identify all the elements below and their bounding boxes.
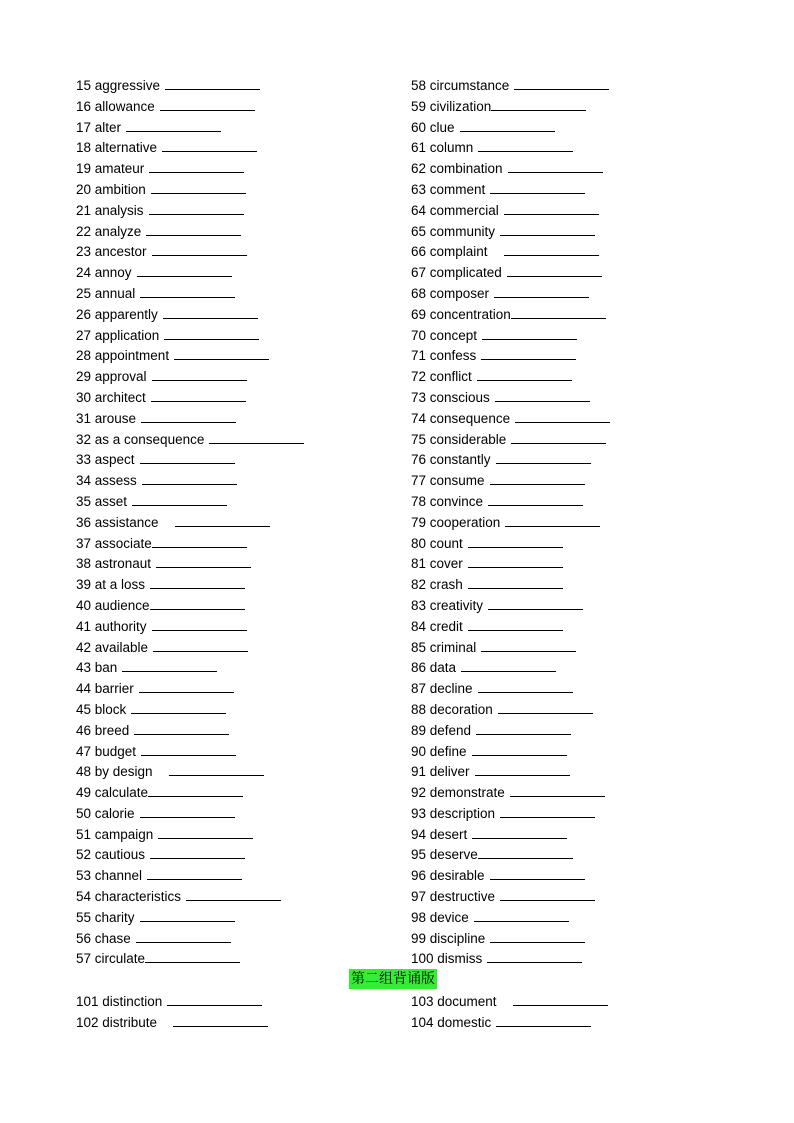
vocab-item bbox=[76, 596, 396, 617]
vocab-item bbox=[411, 263, 731, 284]
vocab-word: 84 credit bbox=[411, 618, 463, 634]
vocab-word: 41 authority bbox=[76, 618, 147, 634]
vocab-item bbox=[411, 180, 731, 201]
vocab-word: 82 crash bbox=[411, 577, 463, 593]
vocab-item bbox=[76, 825, 396, 846]
answer-blank[interactable] bbox=[475, 763, 570, 776]
vocab-item bbox=[76, 534, 396, 555]
vocab-word: 33 aspect bbox=[76, 452, 135, 468]
answer-blank[interactable] bbox=[169, 763, 264, 776]
answer-blank[interactable] bbox=[468, 555, 563, 568]
vocab-word: 81 cover bbox=[411, 556, 463, 572]
vocab-item bbox=[411, 679, 731, 700]
answer-blank[interactable] bbox=[461, 659, 556, 672]
vocab-item bbox=[411, 929, 731, 950]
answer-blank[interactable] bbox=[165, 77, 260, 90]
vocab-word: 71 confess bbox=[411, 348, 477, 364]
answer-blank[interactable] bbox=[163, 306, 258, 319]
vocab-word: 79 cooperation bbox=[411, 514, 501, 530]
answer-blank[interactable] bbox=[140, 909, 235, 922]
vocab-item bbox=[411, 554, 731, 575]
vocab-item bbox=[411, 825, 731, 846]
vocab-word: 61 column bbox=[411, 140, 474, 156]
vocab-word: 35 asset bbox=[76, 493, 128, 509]
vocab-item bbox=[411, 430, 731, 451]
vocab-word: 89 defend bbox=[411, 722, 472, 738]
vocab-item bbox=[411, 908, 731, 929]
vocab-item bbox=[411, 450, 731, 471]
vocab-item bbox=[76, 658, 396, 679]
vocab-word: 24 annoy bbox=[76, 265, 132, 281]
vocab-item bbox=[76, 783, 396, 804]
answer-blank[interactable] bbox=[482, 327, 577, 340]
vocab-word: 42 available bbox=[76, 639, 149, 655]
answer-blank[interactable] bbox=[126, 119, 221, 132]
answer-blank[interactable] bbox=[150, 597, 245, 610]
answer-blank[interactable] bbox=[150, 846, 245, 859]
answer-blank[interactable] bbox=[496, 1014, 591, 1027]
vocab-word: 98 device bbox=[411, 909, 469, 925]
vocab-item bbox=[76, 367, 396, 388]
answer-blank[interactable] bbox=[149, 202, 244, 215]
vocab-word: 77 consume bbox=[411, 473, 485, 489]
answer-blank[interactable] bbox=[137, 264, 232, 277]
vocab-word: 63 comment bbox=[411, 181, 486, 197]
vocab-item bbox=[76, 409, 396, 430]
answer-blank[interactable] bbox=[132, 493, 227, 506]
vocab-word: 28 appointment bbox=[76, 348, 170, 364]
vocab-item bbox=[76, 222, 396, 243]
vocab-item bbox=[411, 76, 731, 97]
vocab-column-right bbox=[411, 76, 731, 970]
vocab-word: 74 consequence bbox=[411, 410, 511, 426]
vocab-item bbox=[76, 450, 396, 471]
vocab-word: 96 desirable bbox=[411, 868, 485, 884]
vocab-item bbox=[411, 658, 731, 679]
answer-blank[interactable] bbox=[494, 285, 589, 298]
answer-blank[interactable] bbox=[141, 410, 236, 423]
vocab-word: 92 demonstrate bbox=[411, 785, 505, 801]
vocab-word: 76 constantly bbox=[411, 452, 491, 468]
vocab-item bbox=[411, 492, 731, 513]
answer-blank[interactable] bbox=[140, 451, 235, 464]
vocab-item bbox=[76, 866, 396, 887]
vocab-item bbox=[76, 554, 396, 575]
answer-blank[interactable] bbox=[504, 202, 599, 215]
answer-blank[interactable] bbox=[478, 846, 573, 859]
vocab-item bbox=[76, 346, 396, 367]
vocab-item bbox=[411, 326, 731, 347]
vocab-item bbox=[76, 679, 396, 700]
answer-blank[interactable] bbox=[149, 160, 244, 173]
vocab-item bbox=[411, 992, 731, 1013]
vocab-word: 34 assess bbox=[76, 473, 137, 489]
answer-blank[interactable] bbox=[173, 1014, 268, 1027]
vocab-item bbox=[411, 138, 731, 159]
answer-blank[interactable] bbox=[186, 888, 281, 901]
vocab-word: 66 complaint bbox=[411, 244, 488, 260]
vocab-item bbox=[411, 638, 731, 659]
vocab-item bbox=[76, 388, 396, 409]
vocab-item bbox=[76, 242, 396, 263]
vocab-word: 18 alternative bbox=[76, 140, 158, 156]
answer-blank[interactable] bbox=[476, 722, 571, 735]
vocab-word: 31 arouse bbox=[76, 410, 137, 426]
answer-blank[interactable] bbox=[167, 993, 262, 1006]
vocab-word: 75 considerable bbox=[411, 431, 507, 447]
vocab-item bbox=[76, 742, 396, 763]
vocab-column-left bbox=[76, 76, 396, 970]
vocab-word: 87 decline bbox=[411, 681, 473, 697]
vocab-item bbox=[76, 721, 396, 742]
vocab-word: 70 concept bbox=[411, 327, 478, 343]
vocab-word: 59 civilization bbox=[411, 98, 492, 114]
answer-blank[interactable] bbox=[162, 139, 257, 152]
answer-blank[interactable] bbox=[140, 805, 235, 818]
answer-blank[interactable] bbox=[468, 618, 563, 631]
answer-blank[interactable] bbox=[474, 909, 569, 922]
vocab-item bbox=[411, 513, 731, 534]
answer-blank[interactable] bbox=[490, 181, 585, 194]
vocab-item bbox=[411, 617, 731, 638]
vocab-item bbox=[76, 118, 396, 139]
answer-blank[interactable] bbox=[150, 576, 245, 589]
vocab-item bbox=[76, 284, 396, 305]
vocab-word: 47 budget bbox=[76, 743, 137, 759]
vocab-column-bottom-right bbox=[411, 992, 731, 1034]
vocab-item bbox=[411, 1013, 731, 1034]
vocab-word: 48 by design bbox=[76, 764, 153, 780]
answer-blank[interactable] bbox=[147, 867, 242, 880]
vocab-item bbox=[411, 575, 731, 596]
vocab-word: 101 distinction bbox=[76, 994, 163, 1009]
vocab-item bbox=[76, 1013, 396, 1034]
vocab-item bbox=[411, 409, 731, 430]
vocab-word: 32 as a consequence bbox=[76, 431, 205, 447]
answer-blank[interactable] bbox=[511, 431, 606, 444]
vocab-item bbox=[76, 305, 396, 326]
answer-blank[interactable] bbox=[146, 223, 241, 236]
answer-blank[interactable] bbox=[487, 950, 582, 963]
vocab-item bbox=[76, 700, 396, 721]
vocab-item bbox=[76, 180, 396, 201]
vocab-item bbox=[411, 700, 731, 721]
vocab-word: 103 document bbox=[411, 994, 497, 1009]
answer-blank[interactable] bbox=[145, 950, 240, 963]
answer-blank[interactable] bbox=[478, 139, 573, 152]
answer-blank[interactable] bbox=[151, 389, 246, 402]
answer-blank[interactable] bbox=[510, 784, 605, 797]
vocab-item bbox=[76, 762, 396, 783]
vocab-word: 16 allowance bbox=[76, 98, 155, 114]
vocab-item bbox=[76, 845, 396, 866]
answer-blank[interactable] bbox=[472, 826, 567, 839]
answer-blank[interactable] bbox=[164, 327, 259, 340]
answer-blank[interactable] bbox=[498, 701, 593, 714]
vocab-word: 99 discipline bbox=[411, 930, 486, 946]
vocab-word: 86 data bbox=[411, 660, 457, 676]
vocab-word: 23 ancestor bbox=[76, 244, 147, 260]
vocab-word: 43 ban bbox=[76, 660, 118, 676]
vocab-item bbox=[76, 430, 396, 451]
vocab-word: 57 circulate bbox=[76, 951, 146, 967]
vocab-item bbox=[76, 804, 396, 825]
vocab-item bbox=[411, 201, 731, 222]
vocab-word: 45 block bbox=[76, 701, 127, 717]
vocab-item bbox=[76, 513, 396, 534]
vocab-word: 93 description bbox=[411, 805, 496, 821]
vocab-word: 37 associate bbox=[76, 535, 152, 551]
vocab-word: 69 concentration bbox=[411, 306, 511, 322]
vocab-item bbox=[76, 471, 396, 492]
answer-blank[interactable] bbox=[174, 347, 269, 360]
vocab-item bbox=[411, 762, 731, 783]
vocab-item bbox=[76, 638, 396, 659]
vocab-item bbox=[411, 866, 731, 887]
answer-blank[interactable] bbox=[472, 743, 567, 756]
vocab-item bbox=[411, 949, 731, 970]
vocab-item bbox=[411, 97, 731, 118]
vocab-word: 56 chase bbox=[76, 930, 131, 946]
vocab-item bbox=[76, 263, 396, 284]
vocab-word: 36 assistance bbox=[76, 514, 159, 530]
vocab-word: 22 analyze bbox=[76, 223, 142, 239]
vocab-word: 53 channel bbox=[76, 868, 143, 884]
vocab-item bbox=[411, 804, 731, 825]
vocab-item bbox=[411, 887, 731, 908]
answer-blank[interactable] bbox=[148, 784, 243, 797]
answer-blank[interactable] bbox=[507, 264, 602, 277]
vocab-word: 55 charity bbox=[76, 909, 135, 925]
answer-blank[interactable] bbox=[490, 930, 585, 943]
vocab-word: 80 count bbox=[411, 535, 463, 551]
vocab-word: 40 audience bbox=[76, 597, 150, 613]
vocab-word: 27 application bbox=[76, 327, 160, 343]
answer-blank[interactable] bbox=[152, 368, 247, 381]
answer-blank[interactable] bbox=[488, 597, 583, 610]
vocab-item bbox=[76, 492, 396, 513]
vocab-word: 46 breed bbox=[76, 722, 130, 738]
vocab-word: 50 calorie bbox=[76, 805, 135, 821]
vocab-item bbox=[411, 118, 731, 139]
vocab-word: 49 calculate bbox=[76, 785, 149, 801]
answer-blank[interactable] bbox=[508, 160, 603, 173]
answer-blank[interactable] bbox=[481, 639, 576, 652]
vocab-item bbox=[411, 783, 731, 804]
vocab-word: 54 characteristics bbox=[76, 889, 182, 905]
answer-blank[interactable] bbox=[515, 410, 610, 423]
answer-blank[interactable] bbox=[490, 472, 585, 485]
answer-blank[interactable] bbox=[504, 243, 599, 256]
vocab-word: 19 amateur bbox=[76, 161, 145, 177]
answer-blank[interactable] bbox=[152, 535, 247, 548]
vocab-word: 20 ambition bbox=[76, 181, 146, 197]
vocab-word: 39 at a loss bbox=[76, 577, 146, 593]
answer-blank[interactable] bbox=[122, 659, 217, 672]
vocab-word: 29 approval bbox=[76, 369, 147, 385]
answer-blank[interactable] bbox=[511, 306, 606, 319]
vocab-item bbox=[76, 575, 396, 596]
vocab-word: 78 convince bbox=[411, 493, 484, 509]
vocab-item bbox=[76, 76, 396, 97]
vocab-item bbox=[411, 346, 731, 367]
vocab-word: 15 aggressive bbox=[76, 78, 161, 93]
vocab-word: 97 destructive bbox=[411, 889, 496, 905]
answer-blank[interactable] bbox=[478, 680, 573, 693]
vocab-item bbox=[76, 929, 396, 950]
answer-blank[interactable] bbox=[513, 993, 608, 1006]
vocab-item bbox=[76, 159, 396, 180]
vocab-word: 68 composer bbox=[411, 285, 490, 301]
vocab-item bbox=[76, 97, 396, 118]
answer-blank[interactable] bbox=[490, 867, 585, 880]
answer-blank[interactable] bbox=[139, 680, 234, 693]
vocab-word: 72 conflict bbox=[411, 369, 472, 385]
vocab-word: 90 define bbox=[411, 743, 467, 759]
answer-blank[interactable] bbox=[156, 555, 251, 568]
vocab-item bbox=[411, 284, 731, 305]
vocab-word: 100 dismiss bbox=[411, 951, 483, 967]
vocab-word: 102 distribute bbox=[76, 1014, 158, 1030]
vocab-word: 62 combination bbox=[411, 161, 503, 177]
answer-blank[interactable] bbox=[151, 181, 246, 194]
vocab-word: 67 complicated bbox=[411, 265, 502, 281]
vocab-word: 94 desert bbox=[411, 826, 468, 842]
vocab-word: 85 criminal bbox=[411, 639, 477, 655]
vocab-word: 58 circumstance bbox=[411, 78, 510, 93]
vocab-item bbox=[411, 471, 731, 492]
answer-blank[interactable] bbox=[142, 472, 237, 485]
answer-blank[interactable] bbox=[495, 389, 590, 402]
answer-blank[interactable] bbox=[131, 701, 226, 714]
vocab-word: 52 cautious bbox=[76, 847, 146, 863]
vocab-item bbox=[76, 617, 396, 638]
answer-blank[interactable] bbox=[158, 826, 253, 839]
vocab-item bbox=[411, 222, 731, 243]
answer-blank[interactable] bbox=[500, 888, 595, 901]
answer-blank[interactable] bbox=[481, 347, 576, 360]
vocab-item bbox=[411, 596, 731, 617]
vocab-item bbox=[411, 367, 731, 388]
vocab-item bbox=[76, 326, 396, 347]
vocab-item bbox=[76, 992, 396, 1013]
vocab-word: 25 annual bbox=[76, 285, 136, 301]
vocab-item bbox=[76, 949, 396, 970]
vocab-item bbox=[411, 242, 731, 263]
vocab-word: 83 creativity bbox=[411, 597, 484, 613]
vocab-item bbox=[411, 305, 731, 326]
vocab-item bbox=[411, 845, 731, 866]
answer-blank[interactable] bbox=[468, 535, 563, 548]
vocab-item bbox=[411, 534, 731, 555]
section-title: 第二组背诵版 bbox=[351, 971, 435, 987]
vocab-word: 26 apparently bbox=[76, 306, 158, 322]
vocab-word: 104 domestic bbox=[411, 1014, 492, 1030]
vocab-word: 44 barrier bbox=[76, 681, 134, 697]
answer-blank[interactable] bbox=[477, 368, 572, 381]
vocab-word: 60 clue bbox=[411, 119, 455, 135]
vocab-item bbox=[76, 201, 396, 222]
answer-blank[interactable] bbox=[460, 119, 555, 132]
answer-blank[interactable] bbox=[153, 639, 248, 652]
vocab-word: 73 conscious bbox=[411, 389, 490, 405]
answer-blank[interactable] bbox=[134, 722, 229, 735]
vocab-item bbox=[76, 887, 396, 908]
vocab-word: 91 deliver bbox=[411, 764, 470, 780]
answer-blank[interactable] bbox=[491, 98, 586, 111]
vocab-word: 17 alter bbox=[76, 119, 122, 135]
answer-blank[interactable] bbox=[136, 930, 231, 943]
vocab-word: 51 campaign bbox=[76, 826, 154, 842]
answer-blank[interactable] bbox=[505, 514, 600, 527]
answer-blank[interactable] bbox=[514, 77, 609, 90]
answer-blank[interactable] bbox=[140, 285, 235, 298]
vocab-word: 88 decoration bbox=[411, 701, 493, 717]
answer-blank[interactable] bbox=[500, 223, 595, 236]
vocab-item bbox=[411, 721, 731, 742]
vocab-item bbox=[76, 138, 396, 159]
vocab-column-bottom-left bbox=[76, 992, 396, 1034]
vocab-item bbox=[411, 159, 731, 180]
vocab-item bbox=[411, 388, 731, 409]
answer-blank[interactable] bbox=[488, 493, 583, 506]
vocab-item bbox=[76, 908, 396, 929]
answer-blank[interactable] bbox=[175, 514, 270, 527]
vocab-word: 64 commercial bbox=[411, 202, 499, 218]
answer-blank[interactable] bbox=[209, 431, 304, 444]
answer-blank[interactable] bbox=[141, 743, 236, 756]
answer-blank[interactable] bbox=[468, 576, 563, 589]
vocab-word: 30 architect bbox=[76, 389, 146, 405]
vocab-word: 38 astronaut bbox=[76, 556, 152, 572]
vocab-word: 65 community bbox=[411, 223, 496, 239]
answer-blank[interactable] bbox=[496, 451, 591, 464]
answer-blank[interactable] bbox=[500, 805, 595, 818]
vocab-word: 21 analysis bbox=[76, 202, 144, 218]
answer-blank[interactable] bbox=[160, 98, 255, 111]
answer-blank[interactable] bbox=[152, 618, 247, 631]
vocab-word: 95 deserve bbox=[411, 847, 478, 863]
answer-blank[interactable] bbox=[152, 243, 247, 256]
vocab-item bbox=[411, 742, 731, 763]
